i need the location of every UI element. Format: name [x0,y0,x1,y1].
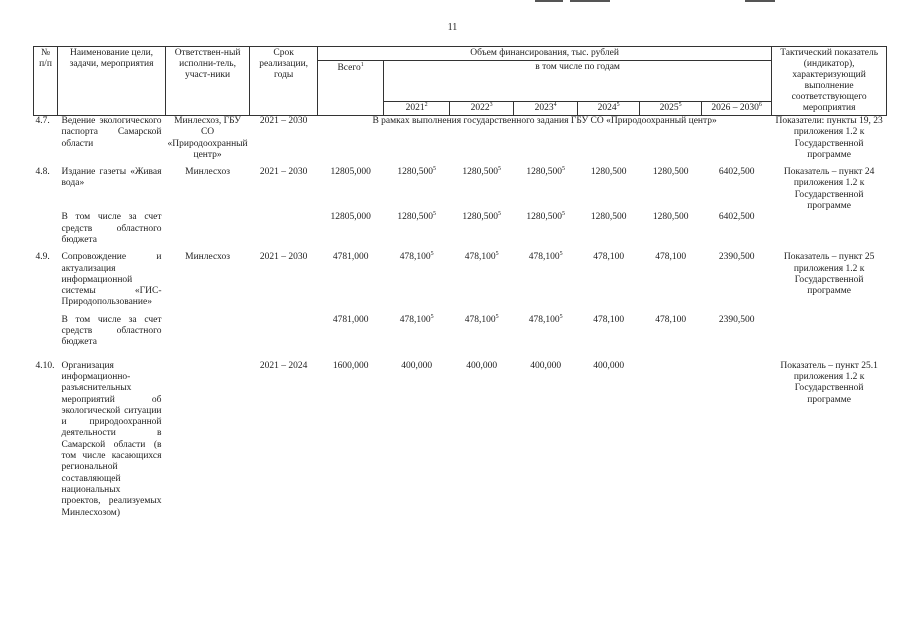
value-cell: 478,100$^5$ [528,251,563,263]
value-cell: 4781,000 [332,314,369,325]
value-cell: 1280,500$^5$ [526,211,565,223]
row-number: 4.7. [35,116,50,126]
row-name: Издание газеты «Живая вода» [61,167,162,189]
value-cell: 1280,500 [652,212,689,223]
row-number: 4.8. [35,167,50,178]
value-cell: 400,000 [530,360,562,371]
value-cell: 400,000 [466,360,498,371]
row-responsible: Минлесхоз [185,252,230,263]
value-cell: 1280,500$^5$ [526,166,565,178]
value-cell [640,361,702,519]
row-indicator: Показатель – пункт 25.1 приложения 1.2 к Государственной программе [780,360,878,405]
financing-table [33,46,887,519]
row-indicator: Показатель – пункт 25 приложения 1.2 к Государственной программе [783,252,875,297]
col-volume-header: Объем финансирования, тыс. рублей [318,47,772,61]
row-name: Сопровождение и актуализация информационной системы «ГИС-Природопользование» [61,252,162,308]
value-cell: 400,000 [401,360,433,371]
value-cell: 12805,000 [330,212,371,223]
row-term: 2021 – 2024 [259,360,308,371]
value-cell: 1280,500 [590,212,627,223]
value-cell: 12805,000 [330,167,371,178]
value-cell: 1280,500$^5$ [462,211,501,223]
col-total-header: Всего$^1$ [318,61,384,116]
page-number: 11 [447,22,458,33]
table-row [34,116,887,162]
row-name: В том числе за счет средств областного бюджета [61,314,162,348]
row-number: 4.10. [35,360,55,371]
value-cell: 478,100$^5$ [528,313,563,325]
col-year-header: 2021$^2$ [384,102,450,116]
col-indicator-header: Тактический показатель (индикатор), характеризующий выполнение соответствующего мероприятия [772,47,887,116]
value-cell: 6402,500 [718,167,755,178]
col-year-header: 2023$^4$ [514,102,578,116]
col-num-header: № п/п [34,47,58,116]
value-cell: 1280,500 [590,167,627,178]
row-name: Ведение экологического паспорта Самарской области [61,116,162,149]
row-responsible: Минлесхоз, ГБУ СО «Природоохранный центр» [167,116,248,160]
value-cell [702,361,772,519]
value-cell: 1280,500$^5$ [397,211,436,223]
table-row [34,212,887,246]
row-number: 4.9. [35,252,50,263]
value-cell: 1600,000 [332,360,369,371]
table-row [34,315,887,349]
value-cell: 1280,500$^5$ [462,166,501,178]
value-cell: 478,100$^5$ [464,251,499,263]
value-cell: 6402,500 [718,212,755,223]
row-term: 2021 – 2030 [259,116,308,126]
col-resp-header: Ответствен-ный исполни-тель, участ-ники [166,47,250,116]
col-year-header: 2026 – 2030$^6$ [702,102,772,116]
value-cell: 478,100$^5$ [464,313,499,325]
value-cell: 478,100 [655,314,687,325]
row-term: 2021 – 2030 [259,167,308,178]
value-cell: 2390,500 [718,252,755,263]
value-cell: 1280,500$^5$ [397,166,436,178]
col-year-header: 2025$^5$ [640,102,702,116]
row-term: 2021 – 2030 [259,252,308,263]
col-year-header: 2022$^3$ [450,102,514,116]
col-by-years-header: в том числе по годам [384,61,772,102]
value-cell: 478,100 [655,252,687,263]
col-name-header: Наименование цели, задачи, мероприятия [58,47,166,116]
row-responsible: Минлесхоз [185,167,230,178]
table-row [34,167,887,206]
value-cell: 400,000 [593,360,625,371]
row-financing-note: В рамках выполнения государственного задания ГБУ СО «Природоохранный центр» [372,116,717,126]
value-cell: 1280,500 [652,167,689,178]
row-indicator: Показатели: пункты 19, 23 приложения 1.2 к Государственной программе [775,116,883,160]
value-cell: 478,100 [593,252,625,263]
value-cell: 2390,500 [718,314,755,325]
table-row [34,361,887,519]
table-row [34,252,887,308]
value-cell: 478,100$^5$ [399,313,434,325]
row-name: В том числе за счет средств областного бюджета [61,212,162,245]
row-name: Организация информационно-разъяснительных мероприятий об экологической ситуации и природоохранной деятельности в Самарской области (в том числе касающихся региональной составляющей национальных проектов, реализуемых Минлесхозом) [61,360,162,518]
value-cell: 478,100$^5$ [399,251,434,263]
value-cell: 478,100 [593,314,625,325]
col-year-header: 2024$^5$ [578,102,640,116]
row-indicator: Показатель – пункт 24 приложения 1.2 к Государственной программе [783,167,875,212]
value-cell: 4781,000 [332,252,369,263]
col-term-header: Срок реализации, годы [250,47,318,116]
